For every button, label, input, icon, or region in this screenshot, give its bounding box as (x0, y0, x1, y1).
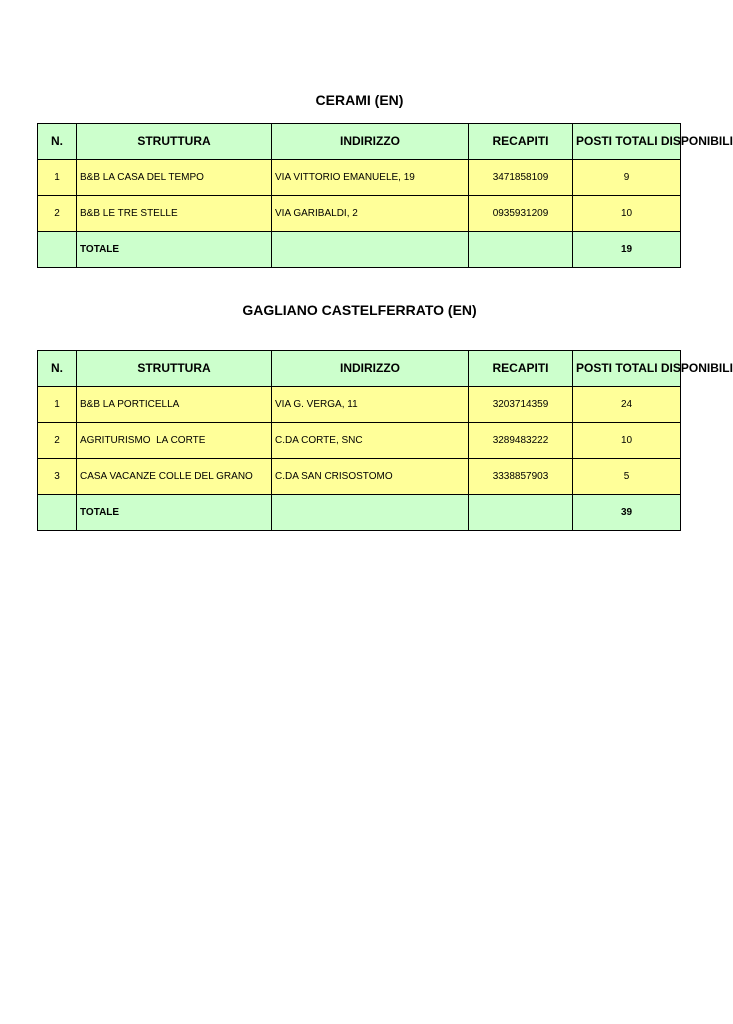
cell-recapiti: 0935931209 (469, 196, 573, 232)
cell-struttura: CASA VACANZE COLLE DEL GRANO (77, 459, 272, 495)
cell-struttura: AGRITURISMO LA CORTE (77, 423, 272, 459)
cell-posti: 10 (573, 423, 681, 459)
header-indirizzo: INDIRIZZO (272, 124, 469, 160)
total-label: TOTALE (77, 495, 272, 531)
header-posti: POSTI TOTALI DISPONIBILI (573, 124, 681, 160)
cell-posti: 24 (573, 387, 681, 423)
section-title-cerami: CERAMI (EN) (315, 92, 404, 108)
section-title-gagliano: GAGLIANO CASTELFERRATO (EN) (242, 302, 477, 318)
cell-recapiti: 3471858109 (469, 160, 573, 196)
cell-n: 2 (38, 423, 77, 459)
cell-recapiti: 3203714359 (469, 387, 573, 423)
table-row (38, 387, 681, 423)
header-recapiti: RECAPITI (469, 124, 573, 160)
header-struttura: STRUTTURA (77, 124, 272, 160)
header-posti: POSTI TOTALI DISPONIBILI (573, 351, 681, 387)
cell-empty (38, 495, 77, 531)
total-row (38, 495, 681, 531)
header-recapiti: RECAPITI (469, 351, 573, 387)
accommodation-table-gagliano (37, 350, 733, 531)
cell-indirizzo: VIA GARIBALDI, 2 (272, 196, 469, 232)
header-n: N. (38, 124, 77, 160)
total-value: 19 (573, 232, 681, 268)
cell-recapiti: 3289483222 (469, 423, 573, 459)
total-value: 39 (573, 495, 681, 531)
total-row (38, 232, 681, 268)
cell-empty (272, 232, 469, 268)
cell-posti: 5 (573, 459, 681, 495)
cell-n: 1 (38, 160, 77, 196)
cell-n: 1 (38, 387, 77, 423)
cell-empty (272, 495, 469, 531)
table-row (38, 459, 681, 495)
table-row (38, 423, 681, 459)
cell-empty (469, 495, 573, 531)
cell-indirizzo: VIA VITTORIO EMANUELE, 19 (272, 160, 469, 196)
cell-n: 3 (38, 459, 77, 495)
cell-posti: 10 (573, 196, 681, 232)
table-header-row (38, 124, 681, 160)
table-header-row (38, 351, 681, 387)
header-struttura: STRUTTURA (77, 351, 272, 387)
cell-indirizzo: C.DA SAN CRISOSTOMO (272, 459, 469, 495)
cell-empty (38, 232, 77, 268)
table-row (38, 160, 681, 196)
cell-empty (469, 232, 573, 268)
table-row (38, 196, 681, 232)
header-indirizzo: INDIRIZZO (272, 351, 469, 387)
cell-struttura: B&B LE TRE STELLE (77, 196, 272, 232)
cell-indirizzo: C.DA CORTE, SNC (272, 423, 469, 459)
cell-struttura: B&B LA CASA DEL TEMPO (77, 160, 272, 196)
header-n: N. (38, 351, 77, 387)
cell-struttura: B&B LA PORTICELLA (77, 387, 272, 423)
accommodation-table-cerami (37, 123, 733, 268)
total-label: TOTALE (77, 232, 272, 268)
cell-n: 2 (38, 196, 77, 232)
cell-indirizzo: VIA G. VERGA, 11 (272, 387, 469, 423)
cell-recapiti: 3338857903 (469, 459, 573, 495)
cell-posti: 9 (573, 160, 681, 196)
